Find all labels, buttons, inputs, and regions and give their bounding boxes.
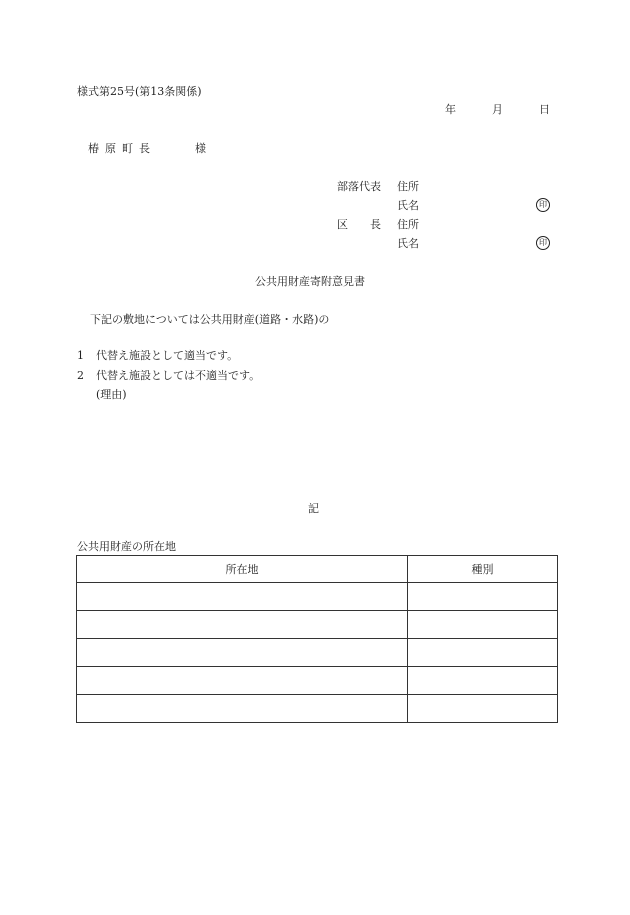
chief-name-label: 氏名 — [397, 237, 419, 250]
rep-address-label: 住所 — [397, 180, 419, 193]
table-row — [77, 639, 558, 667]
form-number: 様式第25号(第13条関係) — [77, 85, 202, 98]
option-1 — [77, 350, 238, 361]
option-1-text: 代替え施設として適当です。 — [96, 349, 239, 362]
table-cell-location[interactable] — [77, 639, 408, 667]
date-day-label: 日 — [539, 103, 550, 116]
table-cell-location[interactable] — [77, 695, 408, 723]
table-caption: 公共用財産の所在地 — [77, 540, 176, 553]
addressee-honorific: 様 — [195, 142, 206, 155]
rep-role: 部落代表 — [337, 180, 381, 193]
rep-seal-mark: 印 — [536, 198, 550, 212]
table-row — [77, 667, 558, 695]
date-month-label: 月 — [492, 103, 503, 116]
option-1-number: 1 — [77, 349, 84, 362]
table-row — [77, 611, 558, 639]
chief-role: 区 長 — [337, 218, 381, 231]
reason-label: (理由) — [96, 388, 127, 401]
option-2-number: 2 — [77, 369, 84, 382]
body-text: 下記の敷地については公共用財産(道路・水路)の — [90, 313, 330, 326]
table-cell-location[interactable] — [77, 667, 408, 695]
table-cell-location[interactable] — [77, 611, 408, 639]
table-cell-type[interactable] — [408, 611, 558, 639]
header-type: 種別 — [408, 556, 558, 583]
ki-heading: 記 — [308, 502, 319, 515]
location-table — [76, 555, 558, 723]
addressee-name: 椿原町長 — [88, 142, 156, 155]
chief-seal-mark: 印 — [536, 236, 550, 250]
date-year-label: 年 — [445, 103, 456, 116]
table-cell-type[interactable] — [408, 639, 558, 667]
table-row — [77, 583, 558, 611]
table-cell-location[interactable] — [77, 583, 408, 611]
option-2 — [77, 370, 260, 381]
rep-name-label: 氏名 — [397, 199, 419, 212]
table-cell-type[interactable] — [408, 583, 558, 611]
option-2-text: 代替え施設としては不適当です。 — [96, 369, 261, 382]
table-row — [77, 695, 558, 723]
chief-address-label: 住所 — [397, 218, 419, 231]
document-title: 公共用財産寄附意見書 — [255, 275, 365, 288]
table-cell-type[interactable] — [408, 695, 558, 723]
table-header-row — [77, 556, 558, 583]
header-location: 所在地 — [77, 556, 408, 583]
table-cell-type[interactable] — [408, 667, 558, 695]
